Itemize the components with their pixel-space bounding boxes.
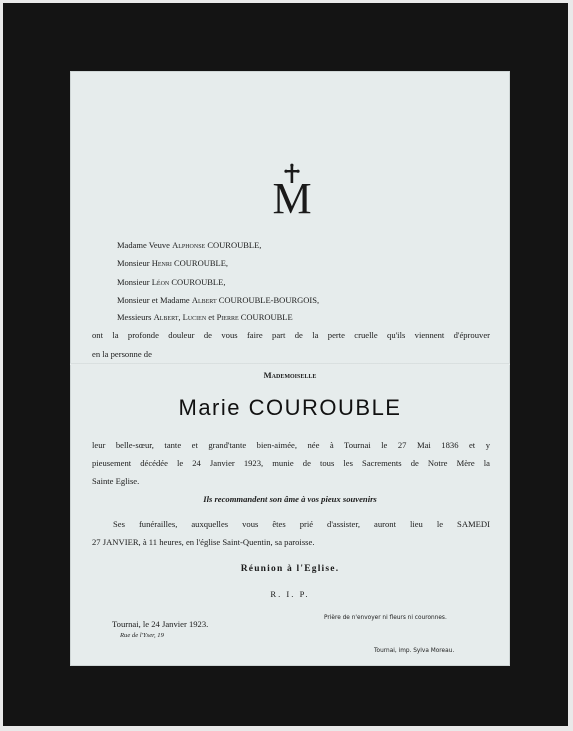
printer-credit: Tournai, imp. Sylva Moreau. <box>374 648 455 654</box>
honorific: Mademoiselle <box>263 370 317 380</box>
address: Rue de l'Yser, 19 <box>120 632 164 639</box>
prayer-line: Ils recommandent son âme à vos pieux souvenirs <box>203 494 377 504</box>
announcement-line-1: ont la profonde douleur de vous faire part de la perte cruelle qu'ils viennent d'éprouver <box>92 330 490 340</box>
rip: R. I. P. <box>270 589 310 599</box>
svg-text:M: M <box>272 174 312 218</box>
announcement-line-2: en la personne de <box>92 349 152 359</box>
meeting-notice: Réunion à l'Eglise. <box>240 564 340 574</box>
family-line-4: Monsieur et Madame Albert COUROUBLE-BOURGOIS, <box>117 295 320 305</box>
family-line-2: Monsieur Henri COUROUBLE, <box>117 258 229 268</box>
paper-fold-line <box>70 363 510 365</box>
marian-monogram-icon <box>267 163 317 218</box>
bio-line-3: Sainte Eglise. <box>92 476 140 486</box>
family-line-3: Monsieur Léon COUROUBLE, <box>117 277 226 287</box>
place-date: Tournai, le 24 Janvier 1923. <box>112 619 209 629</box>
bio-line-2: pieusement décédée le 24 Janvier 1923, munie de tous les Sacrements de Notre Mère la <box>92 458 490 468</box>
funeral-line-2: 27 JANVIER, à 11 heures, en l'église Saint-Quentin, sa paroisse. <box>92 537 315 547</box>
family-line-1: Madame Veuve Alphonse COUROUBLE, <box>117 240 262 250</box>
photo-backdrop <box>3 3 568 726</box>
funeral-notice-card <box>70 71 510 666</box>
funeral-line-1: Ses funérailles, auxquelles vous êtes prié d'assister, auront lieu le SAMEDI <box>113 519 490 529</box>
deceased-name: Marie COUROUBLE <box>178 395 402 420</box>
family-line-5: Messieurs Albert, Lucien et Pierre COUROUBLE <box>117 312 293 322</box>
no-flowers-note: Prière de n'envoyer ni fleurs ni couronnes. <box>324 615 447 621</box>
bio-line-1: leur belle-sœur, tante et grand'tante bien-aimée, née à Tournai le 27 Mai 1836 et y <box>92 440 490 450</box>
